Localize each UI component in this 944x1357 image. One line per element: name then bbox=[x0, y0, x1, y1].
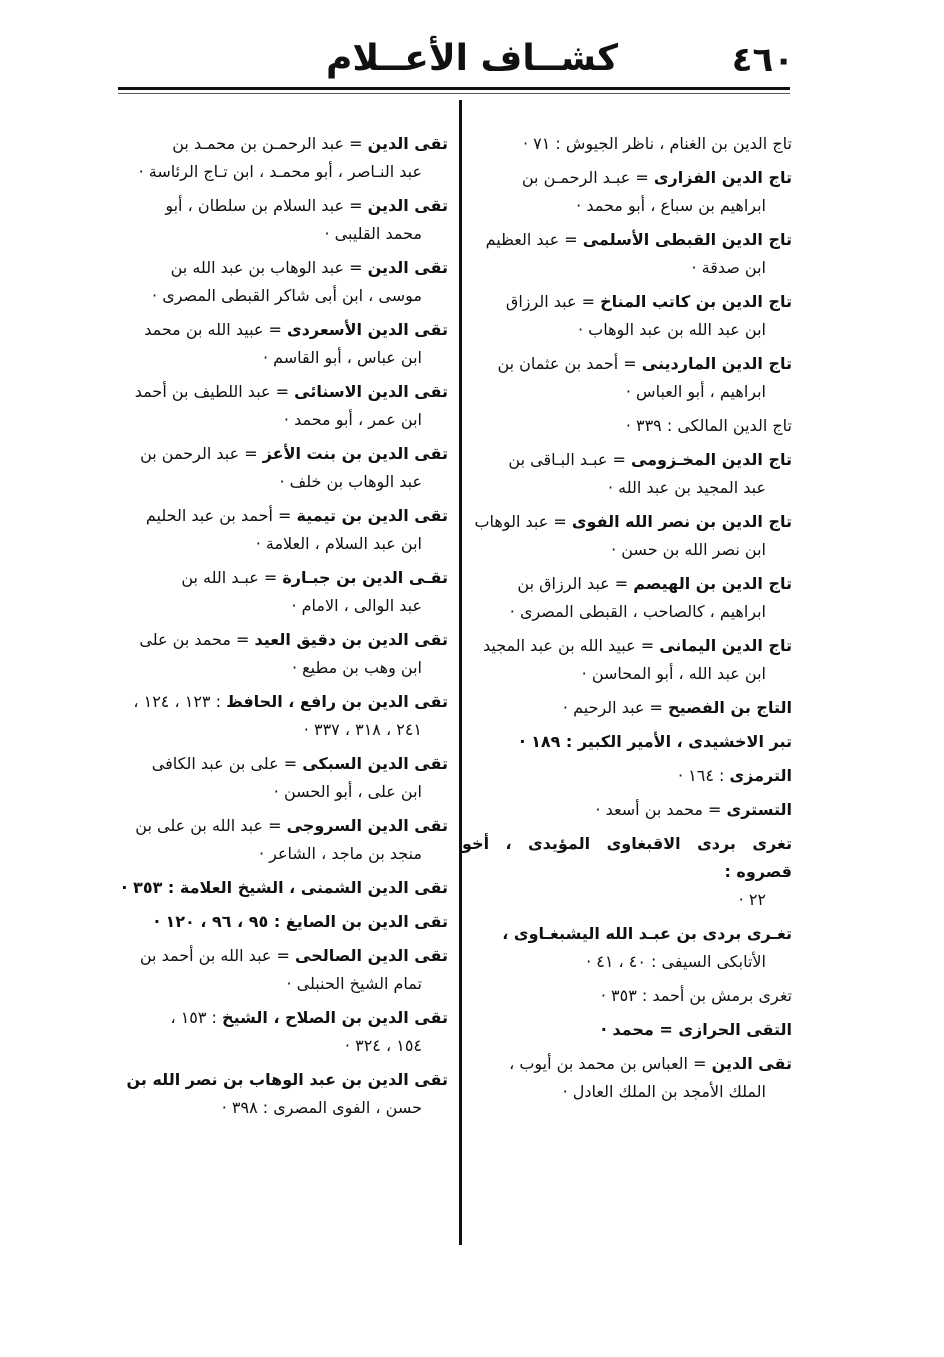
entry-text: = محمد بن أسعد · bbox=[595, 800, 727, 819]
entry-heading: تقى الدين bbox=[711, 1054, 792, 1073]
entry-line bbox=[509, 1054, 792, 1073]
entry-heading: تاج الدين بن نصر الله الفوى bbox=[571, 512, 792, 531]
entry-continuation: تمام الشيخ الحنبلى · bbox=[286, 974, 422, 993]
entry-text: = عبد الرحمن بن bbox=[140, 444, 263, 463]
entry-continuation: عبد النـاصر ، أبو محمـد ، ابن تـاج الرئاسة · bbox=[138, 162, 422, 181]
entry-text: = عبد الرزاق bbox=[505, 292, 601, 311]
entry-text: = عبـد الله بن bbox=[181, 568, 283, 587]
entry-text: تاج الدين بن الغنام ، ناظر الجيوش : ٧١ · bbox=[522, 134, 792, 153]
entry-continuation: محمد القليبى · bbox=[324, 224, 422, 243]
index-entry bbox=[462, 570, 792, 626]
right-column bbox=[462, 130, 792, 1112]
entry-line bbox=[486, 230, 792, 249]
entry-continuation: ٢٢ · bbox=[738, 890, 766, 909]
entry-heading: تقى الدين الشمنى ، الشيخ العلامة : ٣٥٣ · bbox=[121, 878, 448, 897]
entry-line bbox=[601, 1020, 792, 1039]
entry-line bbox=[678, 766, 792, 785]
entry-text: = محمد بن على bbox=[139, 630, 255, 649]
entry-text: = عبـد البـاقى بن bbox=[508, 450, 631, 469]
entry-heading: تغـرى بردى بن عبـد الله اليشبغـاوى ، bbox=[502, 924, 792, 943]
index-entry bbox=[462, 728, 792, 756]
entry-line bbox=[140, 444, 448, 463]
index-entry bbox=[118, 812, 448, 868]
index-entry bbox=[118, 626, 448, 682]
entry-line bbox=[172, 134, 448, 153]
index-entry bbox=[118, 378, 448, 434]
entry-line bbox=[165, 196, 448, 215]
entry-line bbox=[139, 630, 448, 649]
entry-heading: تقى الدين بن دقيق العيد bbox=[254, 630, 448, 649]
entry-line bbox=[519, 732, 792, 751]
entry-line bbox=[474, 512, 792, 531]
entry-text: = عبيد الله بن محمد bbox=[144, 320, 288, 339]
index-entry bbox=[118, 502, 448, 558]
entry-heading: تقى الدين بن الصلاح ، الشيخ bbox=[222, 1008, 448, 1027]
entry-text: = العباس بن محمد بن أيوب ، bbox=[509, 1054, 712, 1073]
entry-line bbox=[144, 320, 448, 339]
index-entry bbox=[462, 130, 792, 158]
index-entry bbox=[462, 762, 792, 790]
entry-text: = عبد اللطيف بن أحمد bbox=[134, 382, 295, 401]
index-entry bbox=[462, 920, 792, 976]
entry-line bbox=[523, 134, 792, 153]
page-header bbox=[0, 30, 944, 90]
entry-heading: تاج الدين المخـزومى bbox=[630, 450, 792, 469]
entry-heading: تاج الدين القبطى الأسلمى bbox=[582, 230, 792, 249]
entry-continuation: ابن عباس ، أبو القاسم · bbox=[262, 348, 422, 367]
entry-line bbox=[517, 574, 792, 593]
entry-text: = أحمد بن عبد الحليم bbox=[145, 506, 297, 525]
entry-heading: تاج الدين الفزارى bbox=[653, 168, 792, 187]
entry-text: = عبد الرحمـن بن محمـد بن bbox=[172, 134, 368, 153]
entry-heading: تاج الدين اليمانى bbox=[659, 636, 792, 655]
entry-continuation: ١٥٤ ، ٣٢٤ · bbox=[344, 1036, 422, 1055]
entry-continuation: ابن وهب بن مطيع · bbox=[291, 658, 422, 677]
index-entry bbox=[118, 564, 448, 620]
entry-line bbox=[563, 698, 792, 717]
entry-text: : ١٦٤ · bbox=[677, 766, 730, 785]
entry-heading: تقى الدين بن بنت الأعز bbox=[262, 444, 448, 463]
entry-continuation: حسن ، الفوى المصرى : ٣٩٨ · bbox=[221, 1098, 422, 1117]
entry-heading: تقى الدين بن تيمية bbox=[296, 506, 448, 525]
left-column bbox=[118, 130, 448, 1128]
index-entry bbox=[462, 1016, 792, 1044]
entry-heading: تغرى بردى الاقبغاوى المؤيدى ، أخو قصروه : bbox=[462, 834, 792, 881]
entry-line bbox=[506, 292, 792, 311]
entry-continuation: عبد الوالى ، الامام · bbox=[291, 596, 422, 615]
entry-text: : ١٥٣ ، bbox=[170, 1008, 223, 1027]
entry-heading: تقى الدين السروجى bbox=[286, 816, 448, 835]
index-entry bbox=[462, 288, 792, 344]
entry-line bbox=[626, 416, 792, 435]
entry-continuation: ابن عبد الله ، أبو المحاسن · bbox=[581, 664, 766, 683]
entry-continuation: ابراهيم ، كالصاحب ، القبطى المصرى · bbox=[509, 602, 766, 621]
entry-line bbox=[170, 1008, 448, 1027]
entry-line bbox=[135, 382, 448, 401]
index-entry bbox=[118, 688, 448, 744]
index-entry bbox=[462, 830, 792, 914]
index-entry bbox=[118, 1004, 448, 1060]
entry-text: = عبد الرزاق بن bbox=[517, 574, 634, 593]
entry-continuation: الملك الأمجد بن الملك العادل · bbox=[562, 1082, 766, 1101]
entry-text: = عبد الله بن أحمد بن bbox=[139, 946, 296, 965]
entry-line bbox=[483, 636, 792, 655]
index-entry bbox=[462, 446, 792, 502]
index-entry bbox=[118, 942, 448, 998]
entry-line bbox=[181, 568, 448, 587]
entry-continuation: ابراهيم ، أبو العباس · bbox=[625, 382, 766, 401]
entry-continuation: الأتابكى السيفى : ٤٠ ، ٤١ · bbox=[586, 952, 766, 971]
entry-heading: تاج الدين الماردينى bbox=[641, 354, 792, 373]
entry-continuation: عبد الوهاب بن خلف · bbox=[279, 472, 422, 491]
entry-heading: تاج الدين بن الهيصم bbox=[633, 574, 792, 593]
header-rule bbox=[118, 87, 790, 90]
entry-continuation: ابراهيم بن سباع ، أبو محمد · bbox=[576, 196, 766, 215]
entry-line bbox=[595, 800, 792, 819]
entry-continuation: ابن على ، أبو الحسن · bbox=[273, 782, 422, 801]
entry-text: = عبيد الله بن عبد المجيد bbox=[482, 636, 660, 655]
entry-heading: التقى الحرازى = محمد · bbox=[600, 1020, 792, 1039]
entry-line bbox=[140, 946, 448, 965]
entry-line bbox=[508, 450, 792, 469]
entry-line bbox=[154, 912, 448, 931]
entry-text: = عبد الله بن على بن bbox=[135, 816, 287, 835]
entry-text: = على بن عبد الكافى bbox=[151, 754, 303, 773]
entry-text: = عبـد الرحمـن بن bbox=[521, 168, 654, 187]
entry-heading: تبر الاخشيدى ، الأمير الكبير : ١٨٩ · bbox=[519, 732, 792, 751]
entry-continuation: ابن عمر ، أبو محمد · bbox=[283, 410, 422, 429]
entry-continuation: ابن عبد السلام ، العلامة · bbox=[255, 534, 422, 553]
entry-heading: الترمزى bbox=[729, 766, 792, 785]
header-rule-thin bbox=[118, 93, 790, 94]
index-entry bbox=[118, 908, 448, 936]
index-entry bbox=[118, 130, 448, 186]
entry-text: = أحمد بن عثمان بن bbox=[497, 354, 642, 373]
entry-continuation: منجد بن ماجد ، الشاعر · bbox=[258, 844, 422, 863]
entry-line bbox=[152, 754, 448, 773]
entry-heading: تقى الدين الصالحى bbox=[295, 946, 448, 965]
entry-continuation: ابن صدقة · bbox=[691, 258, 766, 277]
index-entry bbox=[462, 226, 792, 282]
index-entry bbox=[118, 1066, 448, 1122]
entry-continuation: ٢٤١ ، ٣١٨ ، ٣٣٧ · bbox=[303, 720, 422, 739]
page-title: كشــاف الأعــلام bbox=[325, 38, 619, 79]
entry-line bbox=[127, 1070, 449, 1089]
entry-line bbox=[497, 354, 792, 373]
index-entry bbox=[462, 350, 792, 406]
entry-heading: تقى الدين الاسنائى bbox=[294, 382, 448, 401]
entry-continuation: ابن عبد الله بن عبد الوهاب · bbox=[577, 320, 766, 339]
entry-continuation: موسى ، ابن أبى شاكر القبطى المصرى · bbox=[152, 286, 422, 305]
entry-heading: التسترى bbox=[726, 800, 792, 819]
entry-heading: تاج الدين بن كاتب المناخ bbox=[600, 292, 792, 311]
entry-line bbox=[601, 986, 792, 1005]
entry-line bbox=[146, 506, 448, 525]
entry-line bbox=[135, 816, 448, 835]
entry-heading: التاج بن الفصيح bbox=[668, 698, 792, 717]
entry-text: تغرى برمش بن أحمد : ٣٥٣ · bbox=[600, 986, 792, 1005]
index-entry bbox=[462, 164, 792, 220]
entry-text: تاج الدين المالكى : ٣٣٩ · bbox=[625, 416, 792, 435]
entry-line bbox=[502, 924, 792, 943]
entry-heading: تقى الدين بن رافع ، الحافظ bbox=[226, 692, 448, 711]
index-entry bbox=[118, 750, 448, 806]
entry-line bbox=[522, 168, 792, 187]
entry-heading: تقى الدين الأسعردى bbox=[287, 320, 448, 339]
entry-text: = عبد السلام بن سلطان ، أبو bbox=[165, 196, 368, 215]
entry-heading: تقى الدين bbox=[367, 196, 448, 215]
entry-heading: تقى الدين بن عبد الوهاب بن نصر الله بن bbox=[126, 1070, 448, 1089]
index-entry bbox=[462, 508, 792, 564]
entry-text: = عبد الرحيم · bbox=[562, 698, 669, 717]
entry-text: = عبد الوهاب بن عبد الله بن bbox=[170, 258, 368, 277]
entry-line bbox=[133, 692, 448, 711]
page-number: ٤٦٠ bbox=[731, 40, 794, 80]
index-entry bbox=[462, 1050, 792, 1106]
index-entry bbox=[462, 412, 792, 440]
index-entry bbox=[462, 694, 792, 722]
index-entry bbox=[118, 440, 448, 496]
index-entry bbox=[462, 796, 792, 824]
entry-line bbox=[171, 258, 448, 277]
index-entry bbox=[118, 316, 448, 372]
entry-text: = عبد العظيم bbox=[485, 230, 583, 249]
entry-continuation: ابن نصر الله بن حسن · bbox=[611, 540, 766, 559]
entry-line bbox=[462, 834, 792, 881]
entry-heading: تقى الدين bbox=[367, 258, 448, 277]
entry-line bbox=[121, 878, 448, 897]
entry-heading: تقى الدين bbox=[367, 134, 448, 153]
entry-heading: تقـى الدين بن جبـارة bbox=[282, 568, 448, 587]
index-entry bbox=[462, 632, 792, 688]
index-entry bbox=[462, 982, 792, 1010]
entry-heading: تقى الدين السبكى bbox=[302, 754, 448, 773]
entry-text: = عبد الوهاب bbox=[474, 512, 572, 531]
index-entry bbox=[118, 874, 448, 902]
index-entry bbox=[118, 192, 448, 248]
entry-text: : ١٢٣ ، ١٢٤ ، bbox=[133, 692, 227, 711]
index-entry bbox=[118, 254, 448, 310]
entry-continuation: عبد المجيد بن عبد الله · bbox=[607, 478, 766, 497]
entry-heading: تقى الدين بن الصايغ : ٩٥ ، ٩٦ ، ١٢٠ · bbox=[153, 912, 448, 931]
